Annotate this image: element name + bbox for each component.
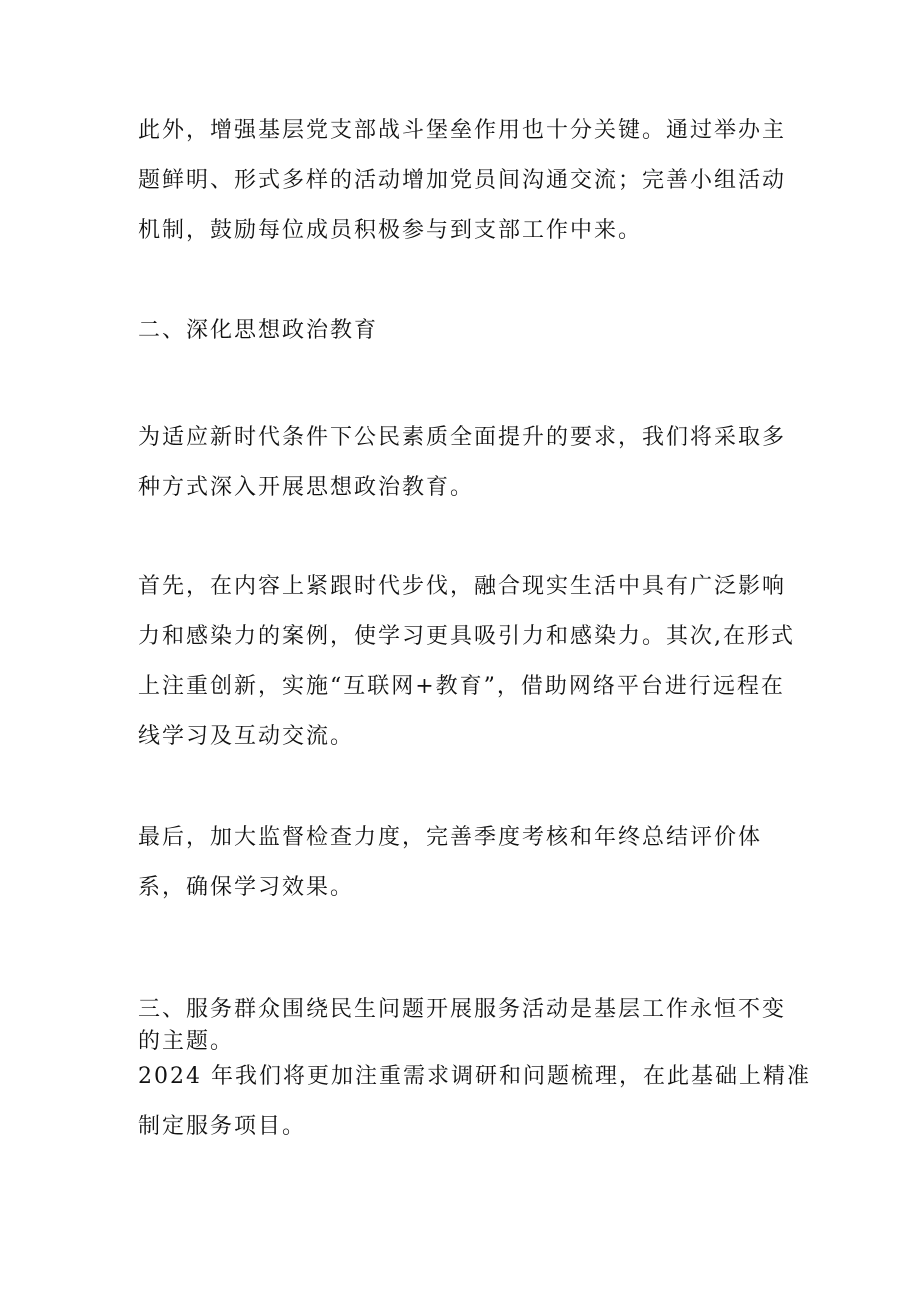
text-line: 2024 年我们将更加注重需求调研和问题梳理，在此基础上精准 (138, 1064, 811, 1089)
text-line: 首先，在内容上紧跟时代步伐，融合现实生活中具有广泛影响 (138, 574, 787, 599)
text-line: 此外，增强基层党支部战斗堡垒作用也十分关键。通过举办主 (138, 118, 787, 143)
text-line: 上注重创新，实施“互联网+教育”，借助网络平台进行远程在 (138, 674, 785, 699)
text-line: 力和感染力的案例，使学习更具吸引力和感染力。其次,在形式 (138, 624, 795, 649)
section-heading-3 (138, 994, 788, 1058)
heading-text: 的主题。 (138, 1029, 235, 1054)
text-line: 系，确保学习效果。 (138, 875, 355, 900)
text-line: 机制，鼓励每位成员积极参与到支部工作中来。 (138, 218, 643, 243)
text-line: 制定服务项目。 (138, 1114, 307, 1139)
paragraph-content-form (138, 562, 795, 762)
heading-text: 二、深化思想政治教育 (138, 318, 379, 343)
heading-text: 三、服务群众围绕民生问题开展服务活动是基层工作永恒不变 (138, 997, 787, 1022)
section-heading-2 (138, 306, 788, 356)
text-line: 为适应新时代条件下公民素质全面提升的要求，我们将采取多 (138, 425, 787, 450)
paragraph-grassroots-branch (138, 106, 788, 256)
paragraph-education-intro (138, 413, 788, 513)
text-line: 线学习及互动交流。 (138, 724, 355, 749)
text-line: 最后，加大监督检查力度，完善季度考核和年终总结评价体 (138, 825, 763, 850)
paragraph-supervision (138, 813, 788, 913)
text-line: 种方式深入开展思想政治教育。 (138, 475, 475, 500)
paragraph-service-2024 (138, 1052, 811, 1152)
text-line: 题鲜明、形式多样的活动增加党员间沟通交流；完善小组活动 (138, 168, 787, 193)
